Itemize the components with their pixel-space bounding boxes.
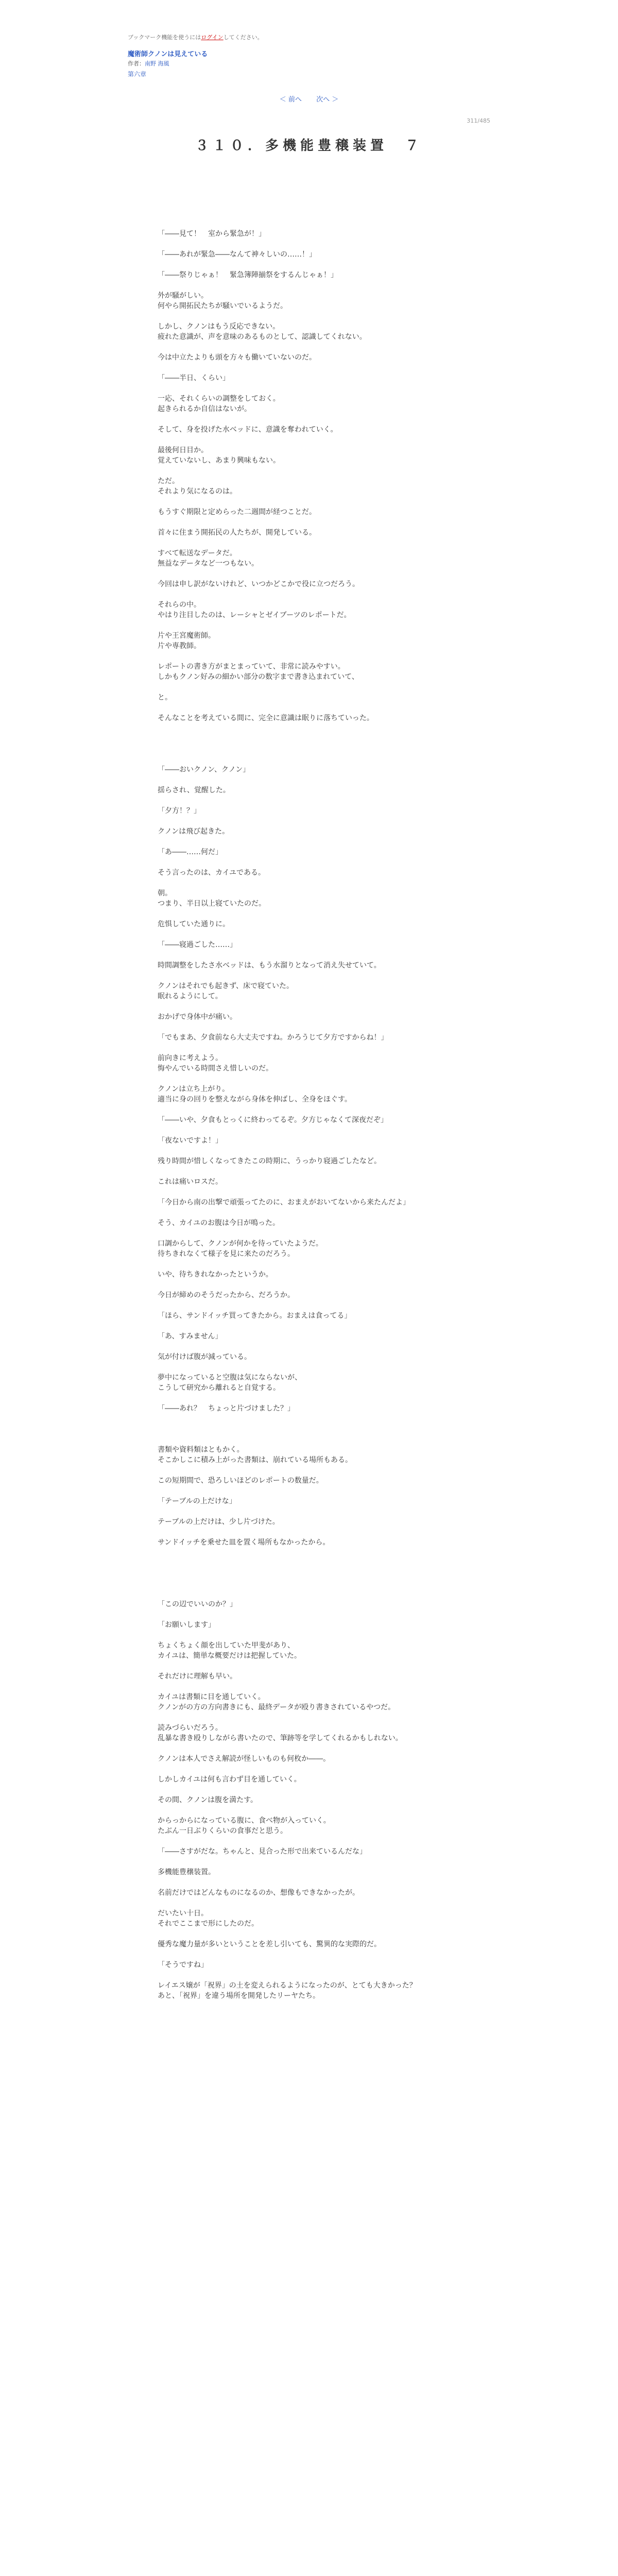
paragraph — [158, 260, 467, 270]
paragraph — [158, 909, 467, 919]
paragraph: そう、カイユのお腹は今日が鳴った。 — [158, 1219, 280, 1227]
paragraph: 時間調整をしたさ水ベッドは、もう水溜りとなって消え失せていて。 — [158, 961, 381, 970]
prev-link[interactable]: ＜ 前へ — [279, 96, 302, 104]
paragraph — [158, 1393, 467, 1403]
paragraph: 気が付けば腹が減っている。 — [158, 1353, 251, 1361]
paragraph — [158, 1764, 467, 1774]
paragraph: 「――おいクノン、クノン」 — [158, 766, 250, 774]
paragraph: そんなことを考えている間に、完全に意識は眠りに落ちていった。 — [158, 714, 374, 722]
paragraph — [158, 1228, 467, 1239]
paragraph — [158, 950, 467, 960]
paragraph: 残り時間が惜しくなってきたこの時期に、うっかり寝過ごしたなど。 — [158, 1157, 381, 1165]
paragraph — [158, 1002, 467, 1012]
paragraph — [158, 1579, 467, 1589]
paragraph — [158, 1898, 467, 1908]
paragraph: クノンは飛び起きた。 — [158, 827, 230, 836]
paragraph — [158, 311, 467, 321]
paragraph — [158, 1527, 467, 1537]
paragraph — [158, 1785, 467, 1795]
paragraph: おかげで身体中が痛い。 — [158, 1013, 237, 1021]
chapter-label: 第六章 — [128, 71, 147, 78]
paragraph — [158, 538, 467, 548]
paragraph — [158, 1280, 467, 1290]
paragraph — [158, 1259, 467, 1269]
paragraph — [158, 1630, 467, 1640]
paragraph — [158, 651, 467, 662]
paragraph — [158, 620, 467, 631]
paragraph: カイユは書類に目を通していく。 クノンがの方の方向書きにも、最終データが殴り書きされているやつだ。 — [158, 1693, 396, 1711]
paragraph — [158, 795, 467, 806]
paragraph: ただ。 それより気になるのは。 — [158, 477, 237, 496]
paragraph — [158, 682, 467, 692]
paragraph — [158, 1074, 467, 1084]
paragraph — [158, 1362, 467, 1372]
paragraph: 今回は申し訳がないけれど、いつかどこかで役に立つだろう。 — [158, 580, 359, 588]
paragraph: 「そうですね」 — [158, 1961, 208, 1969]
paragraph — [158, 1568, 467, 1579]
login-link[interactable]: ログイン — [201, 34, 224, 41]
paragraph: 「夕方！？」 — [158, 807, 201, 815]
novel-body — [158, 229, 467, 2001]
paragraph: 最後何日目か。 覚えていないし、あまり興味もない。 — [158, 446, 280, 465]
paragraph: クノンはそれでも起きず、床で寝ていた。 眠れるようにして。 — [158, 982, 294, 1001]
paragraph: これは痛いロスだ。 — [158, 1178, 222, 1186]
paragraph — [158, 1105, 467, 1115]
paragraph — [158, 1125, 467, 1136]
paragraph: 書類や資料類はともかく。 そこかしこに積み上がった書類は、崩れている場所もある。 — [158, 1446, 352, 1464]
paragraph: それだけに理解も早い。 — [158, 1672, 237, 1681]
paragraph — [158, 1743, 467, 1754]
paragraph: それらの中。 やはり注目したのは、レーシャとゼイブーツのレポートだ。 — [158, 601, 351, 619]
paragraph: 「今日から南の出撃で頑張ってたのに、おまえがおいてないから来たんだよ」 — [158, 1198, 410, 1207]
paragraph — [158, 569, 467, 579]
paragraph: 「テーブルの上だけな」 — [158, 1497, 236, 1505]
paragraph — [158, 1043, 467, 1053]
paragraph — [158, 837, 467, 847]
paragraph — [158, 435, 467, 445]
paragraph: 「この辺でいいのか？」 — [158, 1600, 237, 1608]
paragraph: いや、待ちきれなかったというか。 — [158, 1270, 273, 1279]
paragraph — [158, 1950, 467, 1960]
paragraph — [158, 1929, 467, 1939]
paragraph: 口調からして、クノンが何かを待っていたようだ。 待ちきれなくて様子を見に来たのだろう。 — [158, 1240, 323, 1258]
paragraph: 首々に住まう開拓民の人たちが、開発している。 — [158, 529, 316, 537]
paragraph: 名前だけではどんなものになるのか、想像もできなかったが。 — [158, 1889, 359, 1897]
paragraph — [158, 1321, 467, 1331]
paragraph — [158, 1414, 467, 1424]
paragraph: すべて転送なデータだ。 無益なデータなど一つもない。 — [158, 549, 259, 568]
paragraph — [158, 1805, 467, 1816]
paragraph: クノンは本人でさえ解読が怪しいものも何枚か――。 — [158, 1755, 331, 1763]
episode-title: ３１０．多機能豊穣装置 ７ — [195, 138, 423, 154]
paragraph: 今日が締めのそうだったから、だろうか。 — [158, 1291, 295, 1299]
paragraph — [158, 363, 467, 373]
paragraph: その間、クノンは腹を満たす。 — [158, 1796, 258, 1804]
paragraph — [158, 1300, 467, 1311]
paragraph: 「――半日、くらい」 — [158, 374, 230, 382]
paragraph — [158, 589, 467, 600]
paragraph — [158, 1682, 467, 1692]
paragraph — [158, 703, 467, 713]
paragraph — [158, 1465, 467, 1476]
paragraph — [158, 1486, 467, 1496]
paragraph: 「――あれが緊急――なんて神々しいの……！」 — [158, 250, 316, 259]
paragraph — [158, 723, 467, 734]
paragraph — [158, 929, 467, 940]
paragraph — [158, 754, 467, 765]
paragraph — [158, 878, 467, 888]
paragraph: 外が騒がしい。 何やら開拓民たちが騒いでいるようだ。 — [158, 292, 287, 310]
paragraph — [158, 497, 467, 507]
paragraph: 「――祭りじゃぁ！ 緊急簿陣揃祭をするんじゃぁ！」 — [158, 271, 338, 279]
paragraph: 前向きに考えよう。 悔やんでいる時間さえ惜しいのだ。 — [158, 1054, 273, 1073]
paragraph — [158, 280, 467, 291]
novel-title[interactable]: 魔術師クノンは見えている — [128, 50, 208, 58]
paragraph — [158, 1342, 467, 1352]
paragraph — [158, 239, 467, 249]
paragraph: しかし、クノンはもう反応できない。 疲れた意識が、声を意味のあるものとして、認識してくれない。 — [158, 323, 367, 341]
paragraph: 「あ、すみません」 — [158, 1332, 222, 1341]
paragraph — [158, 1424, 467, 1434]
paragraph — [158, 1836, 467, 1846]
paragraph: と。 — [158, 693, 172, 702]
paragraph — [158, 517, 467, 528]
paragraph — [158, 1434, 467, 1445]
paragraph — [158, 1609, 467, 1620]
paragraph: 「お願いします」 — [158, 1621, 215, 1629]
paragraph: そう言ったのは、カイユである。 — [158, 869, 266, 877]
paragraph: 朝。 つまり、半日以上寝ていたのだ。 — [158, 889, 266, 908]
paragraph: 優秀な魔力量が多いということを差し引いても、驚異的な実際的だ。 — [158, 1940, 381, 1948]
next-link[interactable]: 次へ ＞ — [316, 96, 339, 104]
paragraph: 多機能豊穣装置。 — [158, 1868, 215, 1876]
paragraph: そして、身を投げた水ベッドに、意識を奪われていく。 — [158, 426, 338, 434]
paragraph: からっからになっている腹に、食べ物が入っていく。 たぶん一日ぶりくらいの食事だと思う。 — [158, 1817, 331, 1835]
paragraph: 一応、それくらいの調整をしておく。 起きられるか自信はないが。 — [158, 395, 280, 413]
paragraph: だいたい十日。 それでここまで形にしたのだ。 — [158, 1909, 259, 1928]
paragraph — [158, 1558, 467, 1568]
paragraph — [158, 744, 467, 754]
paragraph — [158, 1208, 467, 1218]
paragraph — [158, 1713, 467, 1723]
paragraph: 危惧していた通りに。 — [158, 920, 230, 928]
paragraph: レポートの書き方がまとまっていて、非常に読みやすい。 しかもクノン好みの細かい部分の数字まで書き込まれていて、 — [158, 663, 359, 681]
paragraph: クノンは立ち上がり。 適当に身の回りを整えながら身体を伸ばし、全身をほぐす。 — [158, 1085, 352, 1104]
paragraph: 読みづらいだろう。 乱暴な書き殴りしながら書いたので、筆跡等を学してくれるかもしれない。 — [158, 1724, 403, 1742]
paragraph: 今は中立たよりも頭を方々も働いていないのだ。 — [158, 353, 316, 362]
paragraph — [158, 1661, 467, 1671]
paragraph — [158, 1146, 467, 1156]
paragraph: 片や王宮魔術師。 片や専教師。 — [158, 632, 215, 650]
paragraph: 「夜ないですよ！」 — [158, 1137, 222, 1145]
login-notice: ブックマーク機能を使うにはログインしてください。 — [128, 34, 263, 41]
paragraph: 「ほら、サンドイッチ買ってきたから。おまえは食ってる」 — [158, 1312, 352, 1320]
paragraph: 「――さすがだな。ちゃんと、見合った形で出来ているんだな」 — [158, 1848, 367, 1856]
paragraph — [158, 1022, 467, 1032]
paragraph — [158, 342, 467, 352]
paragraph: 夢中になっていると空腹は気にならないが、 こうして研究から離れると自覚する。 — [158, 1374, 302, 1392]
paragraph: しかしカイユは何も言わず目を通していく。 — [158, 1775, 301, 1784]
paragraph — [158, 857, 467, 868]
paragraph: サンドイッチを乗せた皿を置く場所もなかったから。 — [158, 1538, 330, 1547]
paragraph: もうすぐ期限と定めらった二週間が経つことだ。 — [158, 508, 316, 516]
author-line: 作者：南野 海風 — [128, 60, 169, 67]
paragraph: レイエス嬢が「祝界」の土を変えられるようになったのが、とても大きかった？ あと、「祝界」を違う場所を開発したリーヤたち。 — [158, 1981, 417, 2000]
paragraph — [158, 1187, 467, 1197]
paragraph — [158, 1857, 467, 1867]
paragraph — [158, 734, 467, 744]
paragraph — [158, 1970, 467, 1980]
paragraph — [158, 414, 467, 425]
paragraph — [158, 775, 467, 785]
paragraph — [158, 971, 467, 981]
paragraph: 「でもまあ、夕食前なら大丈夫ですね。かろうじて夕方ですからね！」 — [158, 1033, 388, 1042]
paragraph: ちょくちょく顔を出していた甲斐があり、 カイユは、簡単な概要だけは把握していた。 — [158, 1641, 302, 1660]
author-link[interactable]: 南野 海風 — [145, 60, 169, 67]
paragraph — [158, 1166, 467, 1177]
paragraph: 「――寝過ごした……」 — [158, 941, 237, 949]
paragraph: 揺らされ、覚醒した。 — [158, 786, 230, 794]
paragraph: 「――あれ？ ちょっと片づけました？」 — [158, 1404, 295, 1413]
paragraph: テーブルの上だけは、少し片づけた。 — [158, 1518, 280, 1526]
paragraph: 「――見て！ 室から緊急が！」 — [158, 230, 266, 238]
paragraph — [158, 1589, 467, 1599]
paragraph — [158, 1548, 467, 1558]
episode-number: 311/485 — [467, 117, 490, 124]
paragraph — [158, 466, 467, 476]
paragraph — [158, 1506, 467, 1517]
page-header — [128, 33, 490, 78]
paragraph: この短期間で、恐ろしいほどのレポートの数量だ。 — [158, 1477, 323, 1485]
paragraph — [158, 816, 467, 826]
paragraph: 「あ――……何だ」 — [158, 848, 222, 856]
pager-top — [128, 94, 490, 104]
paragraph — [158, 383, 467, 394]
paragraph — [158, 1877, 467, 1888]
paragraph: 「――いや、夕食もとっくに終わってるぞ。夕方じゃなくて深夜だぞ」 — [158, 1116, 388, 1124]
